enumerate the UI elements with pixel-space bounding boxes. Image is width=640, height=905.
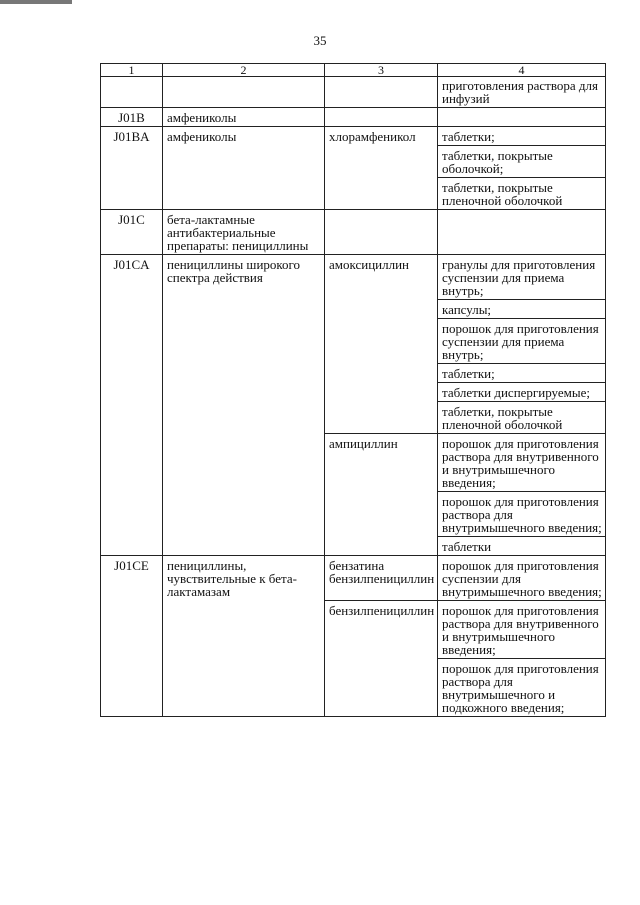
drug-name: амоксициллин bbox=[325, 255, 438, 434]
group-name: бета-лактамные антибактериальные препараты: пенициллины bbox=[163, 210, 325, 255]
group-name: пенициллины широкого спектра действия bbox=[163, 255, 325, 556]
table-row bbox=[101, 255, 606, 434]
drug-table bbox=[100, 63, 606, 717]
column-header-4: 4 bbox=[438, 64, 606, 77]
group-name: амфениколы bbox=[163, 127, 325, 210]
table-row bbox=[101, 556, 606, 601]
dosage-form: порошок для приготовления суспензии для внутримышечного введения; bbox=[442, 558, 602, 599]
column-header-1: 1 bbox=[101, 64, 163, 77]
dosage-form: порошок для приготовления раствора для внутривенного и внутримышечного введения; bbox=[442, 603, 599, 657]
forms-cell bbox=[438, 556, 606, 601]
drug-name: бензилпенициллин bbox=[325, 601, 438, 717]
group-name: пенициллины, чувствительные к бета-лактамазам bbox=[163, 556, 325, 717]
table-row bbox=[101, 77, 606, 108]
atc-code: J01C bbox=[101, 210, 163, 255]
dosage-form: гранулы для приготовления суспензии для приема внутрь; bbox=[442, 257, 596, 298]
atc-code: J01BA bbox=[101, 127, 163, 210]
column-header-2: 2 bbox=[163, 64, 325, 77]
forms-cell bbox=[438, 77, 606, 108]
dosage-form: таблетки диспергируемые; bbox=[438, 382, 605, 401]
forms-cell bbox=[438, 601, 606, 717]
dosage-form: таблетки bbox=[438, 536, 605, 555]
drug-cell bbox=[325, 108, 438, 127]
drug-name: хлорамфеникол bbox=[325, 127, 438, 210]
dosage-form: таблетки; bbox=[442, 129, 495, 144]
dosage-form: порошок для приготовления раствора для внутримышечного и подкожного введения; bbox=[438, 658, 605, 716]
dosage-form: таблетки, покрытые оболочкой; bbox=[438, 145, 605, 177]
drug-cell bbox=[325, 210, 438, 255]
corner-mark bbox=[0, 0, 72, 4]
dosage-form: таблетки, покрытые пленочной оболочкой bbox=[438, 177, 605, 209]
drug-name: бензатина бензилпенициллин bbox=[325, 556, 438, 601]
dosage-form: таблетки; bbox=[438, 363, 605, 382]
code-cell bbox=[101, 77, 163, 108]
atc-code: J01CA bbox=[101, 255, 163, 556]
atc-code: J01CE bbox=[101, 556, 163, 717]
forms-cell bbox=[438, 255, 606, 434]
drug-name: ампициллин bbox=[325, 434, 438, 556]
table-row bbox=[101, 210, 606, 255]
forms-cell bbox=[438, 434, 606, 556]
name-cell bbox=[163, 77, 325, 108]
atc-code: J01B bbox=[101, 108, 163, 127]
dosage-form: приготовления раствора для инфузий bbox=[442, 78, 598, 106]
table-row bbox=[101, 127, 606, 210]
forms-cell bbox=[438, 108, 606, 127]
dosage-form: порошок для приготовления раствора для внутривенного и внутримышечного введения; bbox=[442, 436, 599, 490]
table-row bbox=[101, 108, 606, 127]
column-header-3: 3 bbox=[325, 64, 438, 77]
drug-cell bbox=[325, 77, 438, 108]
header-row bbox=[101, 64, 606, 77]
dosage-form: таблетки, покрытые пленочной оболочкой bbox=[438, 401, 605, 433]
dosage-form: капсулы; bbox=[438, 299, 605, 318]
forms-cell bbox=[438, 127, 606, 210]
group-name: амфениколы bbox=[163, 108, 325, 127]
page-number: 35 bbox=[313, 33, 327, 48]
dosage-form: порошок для приготовления суспензии для приема внутрь; bbox=[438, 318, 605, 363]
dosage-form: порошок для приготовления раствора для внутримышечного введения; bbox=[438, 491, 605, 536]
forms-cell bbox=[438, 210, 606, 255]
